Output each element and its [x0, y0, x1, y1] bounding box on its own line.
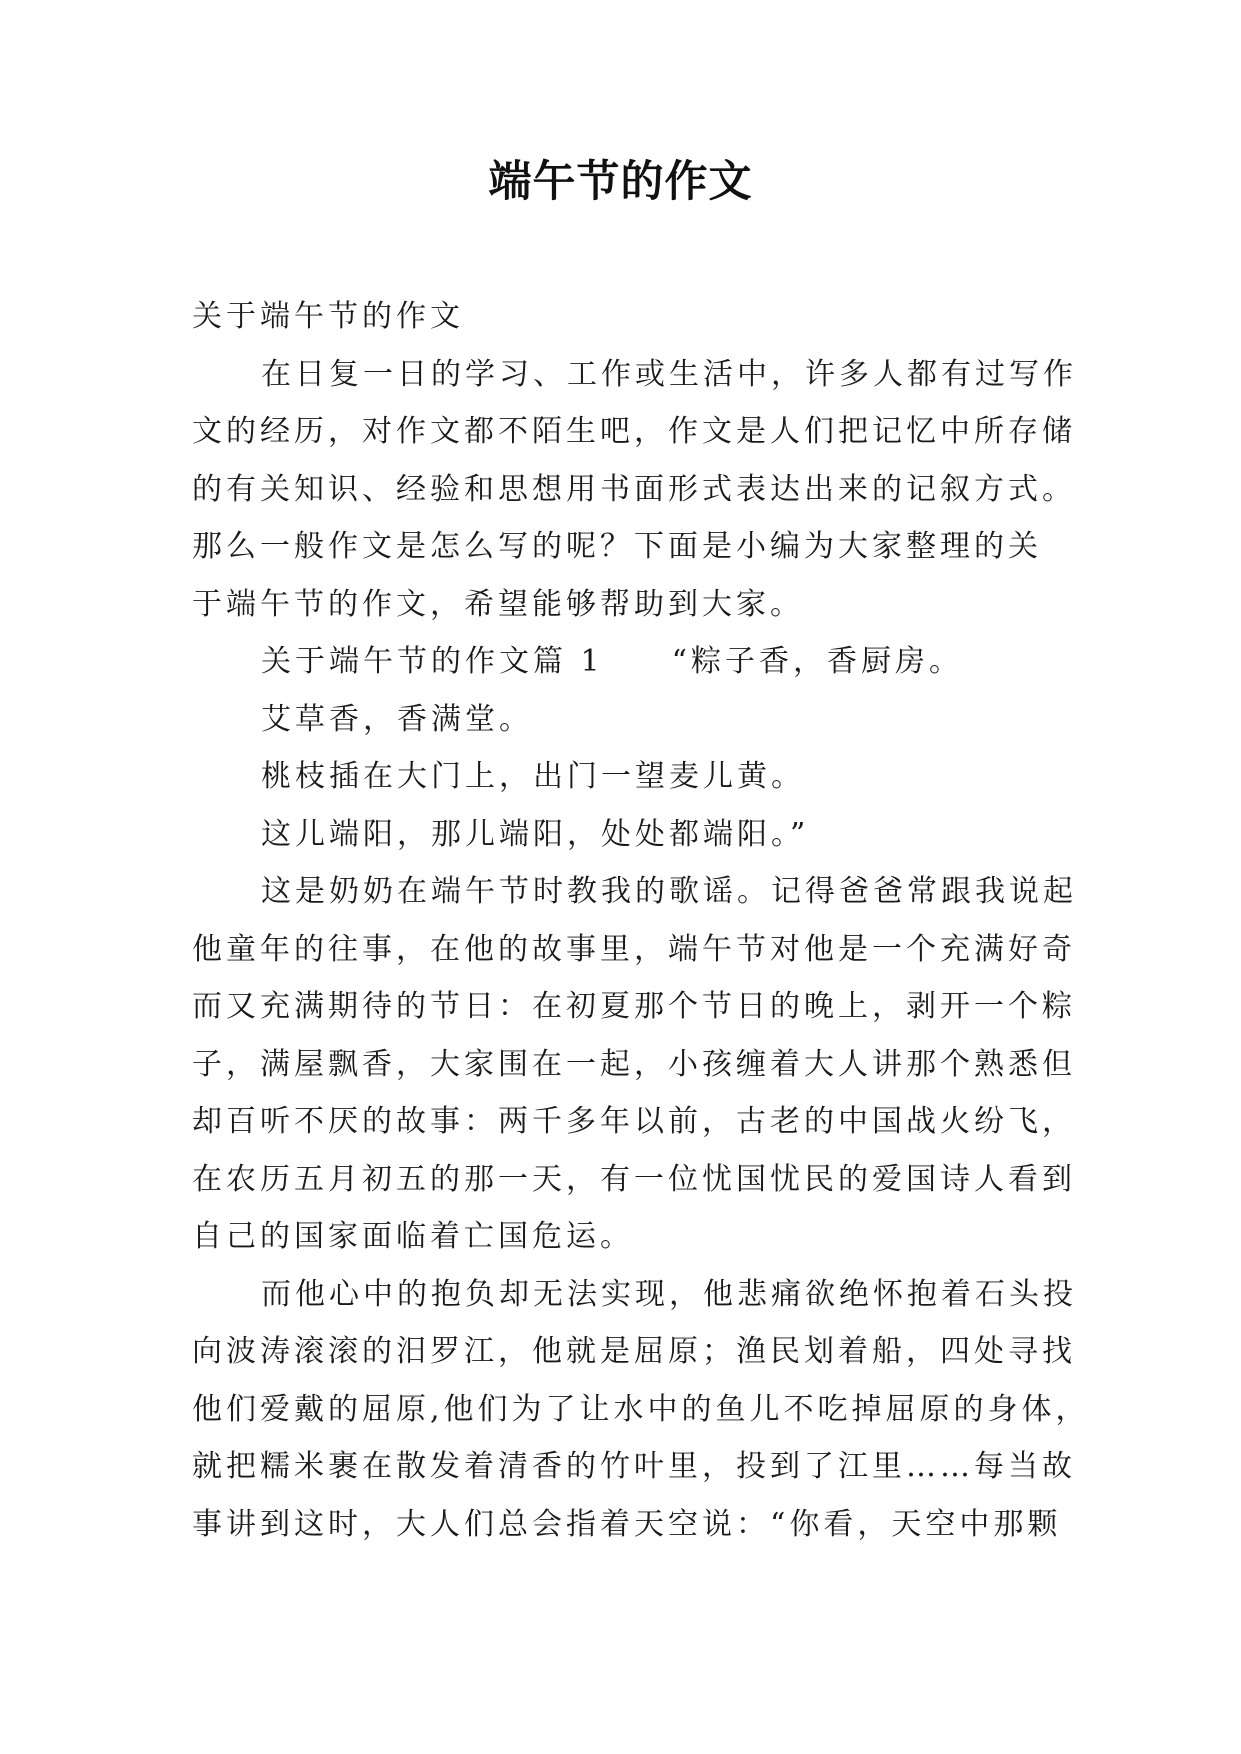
document-title: 端午节的作文: [488, 157, 753, 207]
body-line: 却百听不厌的故事：两千多年以前，古老的中国战火纷飞，: [192, 1104, 1076, 1139]
body-line: 的有关知识、经验和思想用书面形式表达出来的记叙方式。: [192, 471, 1076, 507]
body-line: 于端午节的作文，希望能够帮助到大家。: [192, 586, 804, 622]
body-line: 文的经历，对作文都不陌生吧，作文是人们把记忆中所存储: [192, 414, 1076, 449]
body-line: 在农历五月初五的那一天，有一位忧国忧民的爱国诗人看到: [192, 1161, 1076, 1197]
body-line: 这儿端阳，那儿端阳，处处都端阳。”: [261, 816, 810, 852]
body-line: 向波涛滚滚的汨罗江，他就是屈原；渔民划着船，四处寻找: [192, 1334, 1076, 1369]
body-line: 事讲到这时，大人们总会指着天空说：“你看，天空中那颗: [192, 1506, 1062, 1542]
body-line: 艾草香，香满堂。: [261, 701, 533, 737]
body-line: 在日复一日的学习、工作或生活中，许多人都有过写作: [261, 356, 1077, 392]
body-line: 他们爱戴的屈原,他们为了让水中的鱼儿不吃掉屈原的身体，: [192, 1391, 1090, 1427]
body-line: 就把糯米裹在散发着清香的竹叶里，投到了江里……每当故: [192, 1449, 1076, 1484]
body-line: 桃枝插在大门上，出门一望麦儿黄。: [261, 759, 805, 794]
body-line: 而又充满期待的节日：在初夏那个节日的晚上，剥开一个粽: [192, 989, 1076, 1024]
body-line: 自己的国家面临着亡国危运。: [192, 1219, 634, 1254]
body-line: 而他心中的抱负却无法实现，他悲痛欲绝怀抱着石头投: [261, 1276, 1077, 1312]
body-line: 子，满屋飘香，大家围在一起，小孩缠着大人讲那个熟悉但: [192, 1046, 1076, 1082]
body-line: 关于端午节的作文篇 1 “粽子香，香厨房。: [261, 644, 963, 679]
document-body: [192, 288, 1090, 1553]
body-line: 那么一般作文是怎么写的呢？下面是小编为大家整理的关: [192, 529, 1042, 564]
body-line: 他童年的往事，在他的故事里，端午节对他是一个充满好奇: [192, 931, 1076, 967]
body-line: 这是奶奶在端午节时教我的歌谣。记得爸爸常跟我说起: [261, 874, 1077, 909]
body-line: 关于端午节的作文: [192, 299, 464, 334]
